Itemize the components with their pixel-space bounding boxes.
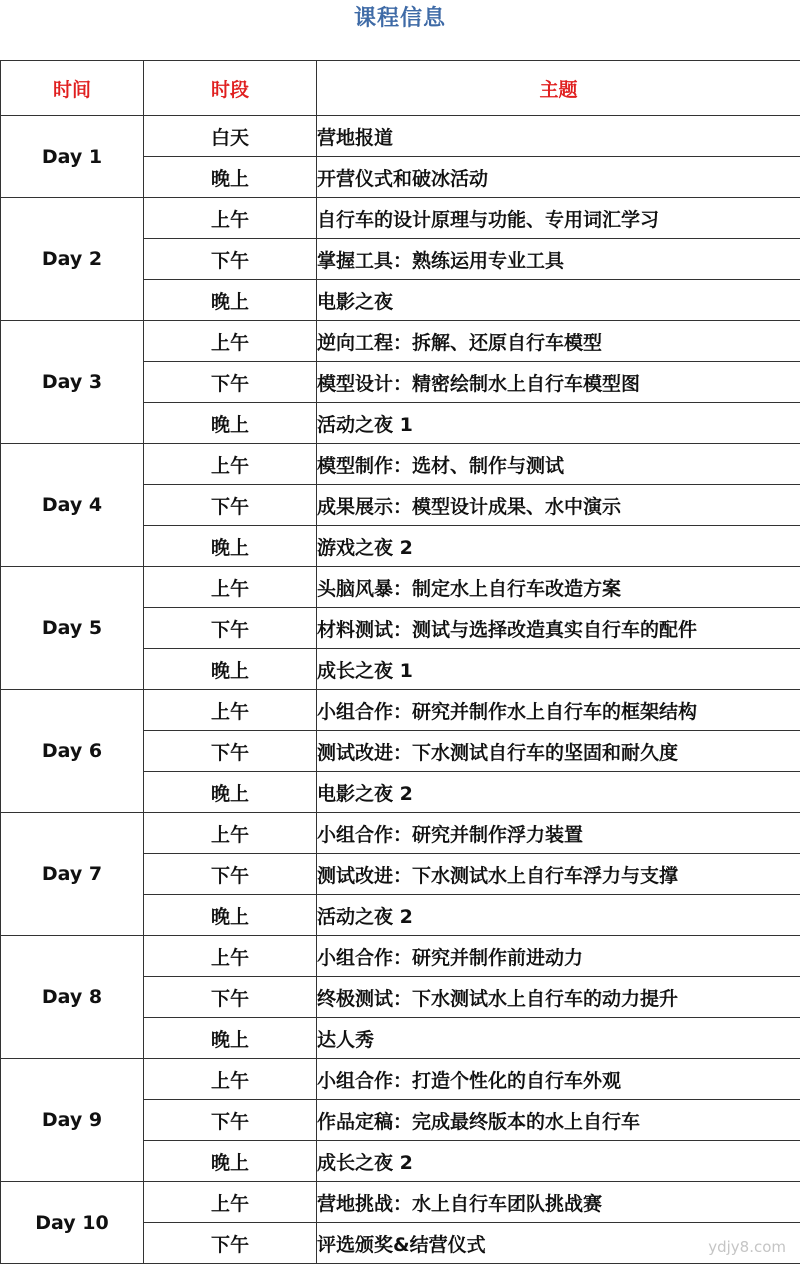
day-label: Day 7: [1, 813, 144, 936]
header-topic: 主题: [317, 61, 800, 116]
topic-cell: 小组合作：研究并制作浮力装置: [317, 813, 800, 854]
topic-cell: 小组合作：研究并制作水上自行车的框架结构: [317, 690, 800, 731]
period-cell: 上午: [144, 936, 317, 977]
table-row: [1, 116, 800, 157]
table-row: [1, 1182, 800, 1223]
topic-cell: 成长之夜 1: [317, 649, 800, 690]
topic-cell: 成长之夜 2: [317, 1141, 800, 1182]
topic-cell: 终极测试：下水测试水上自行车的动力提升: [317, 977, 800, 1018]
topic-cell: 营地挑战：水上自行车团队挑战赛: [317, 1182, 800, 1223]
day-label: Day 6: [1, 690, 144, 813]
topic-cell: 小组合作：打造个性化的自行车外观: [317, 1059, 800, 1100]
topic-cell: 材料测试：测试与选择改造真实自行车的配件: [317, 608, 800, 649]
table-row: [1, 444, 800, 485]
period-cell: 晚上: [144, 772, 317, 813]
table-row: [1, 813, 800, 854]
schedule-table: [0, 60, 800, 1264]
period-cell: 晚上: [144, 1141, 317, 1182]
day-label: Day 2: [1, 198, 144, 321]
day-label: Day 3: [1, 321, 144, 444]
topic-cell: 成果展示：模型设计成果、水中演示: [317, 485, 800, 526]
topic-cell: 作品定稿：完成最终版本的水上自行车: [317, 1100, 800, 1141]
period-cell: 晚上: [144, 649, 317, 690]
period-cell: 下午: [144, 1100, 317, 1141]
period-cell: 上午: [144, 198, 317, 239]
header-time: 时间: [1, 61, 144, 116]
period-cell: 下午: [144, 239, 317, 280]
topic-cell: 电影之夜 2: [317, 772, 800, 813]
period-cell: 下午: [144, 608, 317, 649]
header-period: 时段: [144, 61, 317, 116]
period-cell: 上午: [144, 1059, 317, 1100]
day-label: Day 8: [1, 936, 144, 1059]
period-cell: 晚上: [144, 157, 317, 198]
topic-cell: 头脑风暴：制定水上自行车改造方案: [317, 567, 800, 608]
period-cell: 下午: [144, 485, 317, 526]
period-cell: 晚上: [144, 403, 317, 444]
page-title: 课程信息: [353, 6, 446, 31]
topic-cell: 活动之夜 2: [317, 895, 800, 936]
schedule-body: [1, 116, 800, 1264]
topic-cell: 模型设计：精密绘制水上自行车模型图: [317, 362, 800, 403]
topic-cell: 测试改进：下水测试自行车的坚固和耐久度: [317, 731, 800, 772]
day-label: Day 1: [1, 116, 144, 198]
table-row: [1, 936, 800, 977]
day-label: Day 10: [1, 1182, 144, 1264]
day-label: Day 4: [1, 444, 144, 567]
table-row: [1, 198, 800, 239]
watermark: ydjy8.com: [708, 1238, 786, 1256]
period-cell: 下午: [144, 854, 317, 895]
topic-cell: 掌握工具：熟练运用专业工具: [317, 239, 800, 280]
table-row: [1, 690, 800, 731]
topic-cell: 活动之夜 1: [317, 403, 800, 444]
period-cell: 下午: [144, 731, 317, 772]
period-cell: 上午: [144, 813, 317, 854]
table-row: [1, 1059, 800, 1100]
period-cell: 上午: [144, 321, 317, 362]
topic-cell: 开营仪式和破冰活动: [317, 157, 800, 198]
period-cell: 下午: [144, 362, 317, 403]
topic-cell: 营地报道: [317, 116, 800, 157]
topic-cell: 评选颁奖&结营仪式: [317, 1223, 800, 1264]
table-header-row: [1, 61, 800, 116]
topic-cell: 小组合作：研究并制作前进动力: [317, 936, 800, 977]
period-cell: 上午: [144, 1182, 317, 1223]
topic-cell: 逆向工程：拆解、还原自行车模型: [317, 321, 800, 362]
topic-cell: 达人秀: [317, 1018, 800, 1059]
table-row: [1, 567, 800, 608]
period-cell: 白天: [144, 116, 317, 157]
day-label: Day 5: [1, 567, 144, 690]
period-cell: 晚上: [144, 895, 317, 936]
day-label: Day 9: [1, 1059, 144, 1182]
period-cell: 晚上: [144, 526, 317, 567]
period-cell: 上午: [144, 444, 317, 485]
period-cell: 下午: [144, 977, 317, 1018]
period-cell: 下午: [144, 1223, 317, 1264]
period-cell: 晚上: [144, 1018, 317, 1059]
table-row: [1, 321, 800, 362]
period-cell: 上午: [144, 690, 317, 731]
period-cell: 上午: [144, 567, 317, 608]
topic-cell: 游戏之夜 2: [317, 526, 800, 567]
period-cell: 晚上: [144, 280, 317, 321]
topic-cell: 测试改进：下水测试水上自行车浮力与支撑: [317, 854, 800, 895]
topic-cell: 电影之夜: [317, 280, 800, 321]
topic-cell: 自行车的设计原理与功能、专用词汇学习: [317, 198, 800, 239]
topic-cell: 模型制作：选材、制作与测试: [317, 444, 800, 485]
